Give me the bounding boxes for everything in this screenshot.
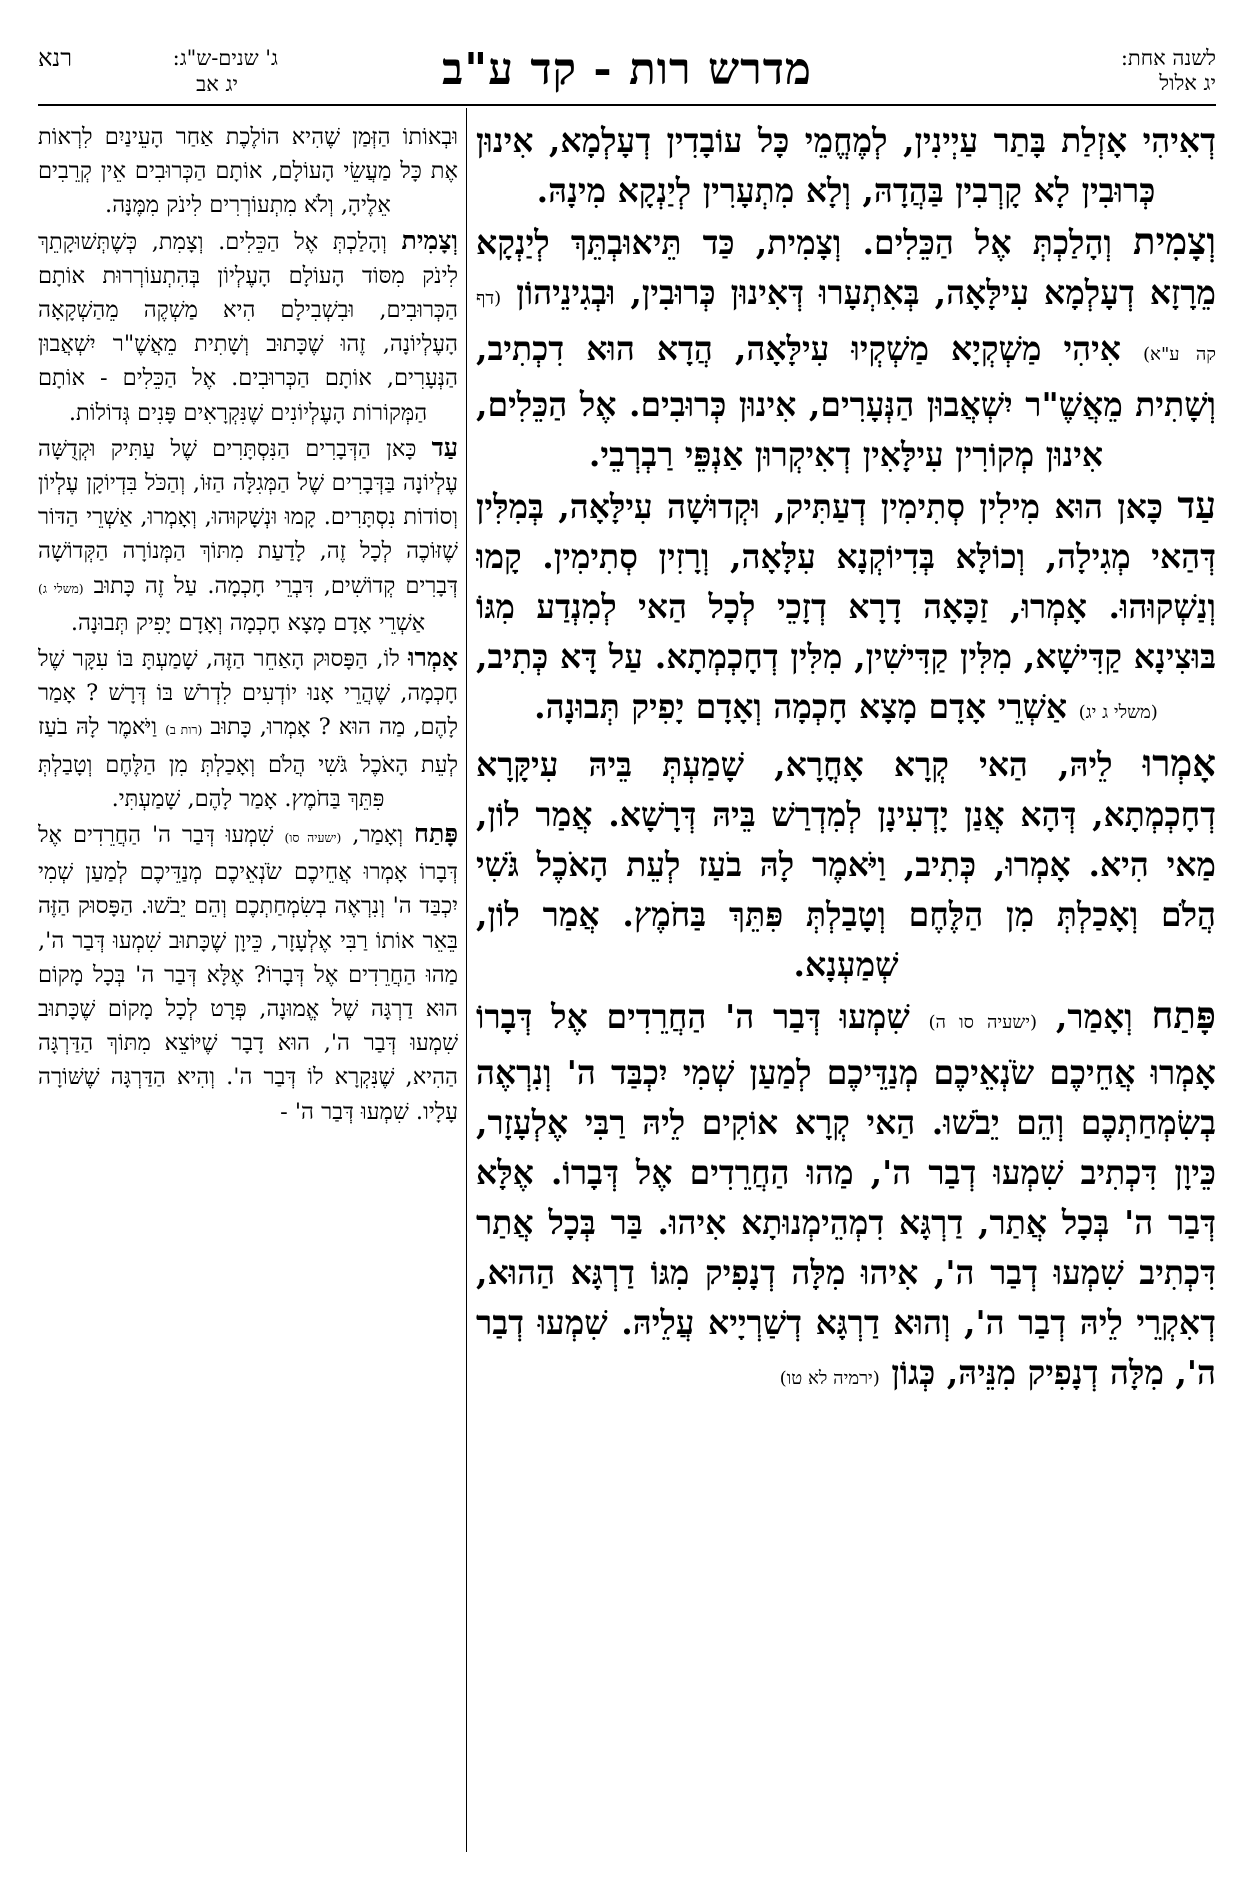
side-paragraph: [38, 430, 458, 640]
paragraph-text: וְהָלַכְתְּ אֶל הַכֵּלִים. וְצָמִית, כַּד תֵּיאוּבְתֵּךְ לְיַנְקָא מֵרָזָא דְעָלְמָא עִילָּאָה, בְּאִתְעָרוּ דְּאִינוּן כְּרוּבִין, וּבְגִינֵיהוֹן: [476, 223, 1216, 312]
three-year-cycle-label: ג' שנים-ש"ג:: [172, 46, 278, 70]
paragraph-lead-word: פָּתַח: [414, 818, 458, 849]
paragraph-text: וּבְאוֹתוֹ הַזְּמַן שֶׁהִיא הוֹלֶכֶת אַחַר הָעֵינַיִם לִרְאוֹת אֶת כָּל מַעֲשֵׂי הָעוֹלָם, אוֹתָם הַכְּרוּבִים אֵין קְרֵבִים אֵלֶיהָ, וְלֹא מִתְעוֹרְרִים לִינֹק מִמֶּנָּה.: [38, 124, 458, 219]
main-paragraph: [476, 480, 1216, 738]
source-reference: (ישעיה סו): [284, 831, 342, 846]
side-paragraph: [38, 223, 458, 430]
three-year-cycle-date: יג אב: [196, 72, 238, 96]
paragraph-text: אִיהִי מַשְׁקְיָא מַשְׁקְיוּ עִילָּאָה, הֲדָא הוּא דִכְתִיב, וְשָׁתִית מֵאֲשֶׁ"ר יִשְׁאֲבוּן הַנְּעָרִים, אִינוּן כְּרוּבִים. אֶל הַכֵּלִים, אִינוּן מְקוֹרִין עִילָּאִין דְאִיקְרוּן אַנְפֵּי רַבְרְבֵי.: [476, 329, 1216, 474]
paragraph-text: וַיֹּאמֶר לָהּ בֹעַז לְעֵת הָאֹכֶל גֹּשִׁי הֲלֹם וְאָכַלְתְּ מִן הַלֶּחֶם וְטָבַלְתְּ פִּתֵּךְ בַּחֹמֶץ. אָמַר לָהֶם, שָׁמַעְתִּי.: [38, 714, 458, 812]
one-year-cycle-label: לשנה אחת:: [1120, 46, 1216, 70]
paragraph-text: וְאָמַר,: [1037, 997, 1152, 1036]
paragraph-text: לֵיהּ, הַאי קְרָא אָחֳרָא, שָׁמַעְתְּ בֵּיהּ עִיקָּרָא דְחָכְמְתָא, דְּהָא אֲנַן יָדְעִינָן לְמִדְרַשׁ בֵּיהּ דְּרָשָׁא. אֲמַר לוֹן, מַאי הִיא. אָמְרוּ, כְּתִיב, וַיֹּאמֶר לָהּ בֹעַז לְעֵת הָאֹכֶל גֹּשִׁי הֲלֹם וְאָכַלְתְּ מִן הַלֶּחֶם וְטָבַלְתְּ פִּתֵּךְ בַּחֹמֶץ. אֲמַר לוֹן, שְׁמַעְנָא.: [476, 745, 1216, 984]
paragraph-lead-word: וְצָמִית: [401, 224, 458, 255]
column-separator: [466, 108, 467, 1852]
aramaic-text-column: [476, 114, 1216, 1854]
source-reference: (משלי ג): [38, 581, 84, 596]
main-paragraph: [476, 216, 1216, 480]
paragraph-text: דְאִיהִי אָזְלַת בָּתַר עַיְינִין, לְמֶחֱמֵי כָּל עוֹבָדִין דְעָלְמָא, אִינוּן כְּרוּבִין לָא קָרְבִין בַּהֲדָהּ, וְלָא מִתְעָרִין לְיַנְקָא מִינָהּ.: [476, 121, 1216, 210]
paragraph-text: אַשְׁרֵי אָדָם מָצָא חָכְמָה וְאָדָם יָפִיק תְּבוּנָה.: [534, 687, 1079, 726]
header-rule: [38, 104, 1216, 106]
source-reference: (דף קה ע"א): [476, 288, 1216, 365]
source-reference: (ירמיה לא טו): [779, 1368, 880, 1389]
side-paragraph: [38, 640, 458, 816]
one-year-cycle-date: יג אלול: [1159, 71, 1216, 95]
paragraph-text: אַשְׁרֵי אָדָם מָצָא חָכְמָה וְאָדָם יָפִיק תְּבוּנָה.: [70, 609, 426, 636]
paragraph-lead-word: עַד: [431, 431, 458, 462]
source-reference: (משלי ג יג): [1078, 702, 1158, 723]
page-header: [38, 42, 1216, 104]
main-paragraph: [476, 990, 1216, 1404]
paragraph-text: שִׁמְעוּ דְּבַר ה' הַחֲרֵדִים אֶל דְּבָרוֹ אָמְרוּ אֲחֵיכֶם שֹׂנְאֵיכֶם מְנַדֵּיכֶם לְמַעַן שְׁמִי יִכְבַּד ה' וְנִרְאֶה בְשִׂמְחַתְכֶם וְהֵם יֵבֹשׁוּ. הַאי קְרָא אוֹקִים לֵיהּ רַבִּי אֶלְעָזָר, כֵּיוָן דִּכְתִיב שִׁמְעוּ דְבַר ה', מַהוּ הַחֲרֵדִים אֶל דְּבָרוֹ. אֶלָּא דְּבַר ה' בְּכָל אֲתַר, דַרְגָּא דִמְהֵימְנוּתָא אִיהוּ. בַּר בְּכָל אֲתַר דִּכְתִיב שִׁמְעוּ דְבַר ה', אִיהוּ מִלָּה דְנָפִיק מִגּוֹ דַרְגָּא הַהוּא, דְאִקְרֵי לֵיהּ דְבַר ה', וְהוּא דַרְגָּא דְשַׁרְיָיא עֲלֵיהּ. שִׁמְעוּ דְבַר ה', מִלָּה דְנָפִיק מִנֵּיהּ, כְּגוֹן: [476, 997, 1216, 1392]
paragraph-text: לוֹ, הַפָּסוּק הָאַחֵר הַזֶּה, שָׁמַעְתָּ בּוֹ עִקָּר שֶׁל חָכְמָה, שֶׁהֲרֵי אָנוּ יוֹדְעִים לִדְרֹשׁ בּוֹ דְּרָשׁ ? אָמַר לָהֶם, מַה הוּא ? אָמְרוּ, כָּתוּב: [38, 646, 458, 741]
paragraph-lead-word: אָמְרוּ: [408, 642, 458, 673]
paragraph-text: כָּאן הַדְּבָרִים הַנִּסְתָּרִים שֶׁל עַתִּיק וּקְדֻשָּׁה עֶלְיוֹנָה בַּדְּבָרִים שֶׁל הַמְּגִלָּה הַזּוֹ, וְהַכֹּל בִּדְיוֹקָן עֶלְיוֹן וְסוֹדוֹת נִסְתָּרִים. קָמוּ וּנְשָׁקוּהוּ, וְאָמְרוּ, אַשְׁרֵי הַדּוֹר שֶׁזּוֹכֶה לְכָל זֶה, לָדַעַת מִתּוֹךְ הַמְּנוֹרָה הַקְּדוֹשָׁה דְּבָרִים קְדוֹשִׁים, דִּבְרֵי חָכְמָה. עַל זֶה כָּתוּב: [38, 435, 458, 599]
source-reference: (רות ב): [165, 723, 203, 738]
paragraph-lead-word: פָּתַח: [1151, 993, 1216, 1037]
paragraph-text: וְהָלַכְתְּ אֶל הַכֵּלִים. וְצָמִת, כְּשֶׁתְּשׁוּקָתֵךְ לִינֹק מִסּוֹד הָעוֹלָם הָעֶלְיוֹן בְּהִתְעוֹרְרוּת אוֹתָם הַכְּרוּבִים, וּבִשְׁבִילָם הִיא מַשְׁקֶה מֵהַשְׁקָאָה הָעֶלְיוֹנָה, זֶהוּ שֶׁכָּתוּב וְשָׁתִית מֵאֲשֶׁ"ר יִשְׁאֲבוּן הַנְּעָרִים, אוֹתָם הַכְּרוּבִים. אֶל הַכֵּלִים - אוֹתָם הַמְּקוֹרוֹת הָעֶלְיוֹנִים שֶׁנִּקְרָאִים פָּנִים גְּדוֹלוֹת.: [38, 228, 458, 426]
side-paragraph: [38, 118, 458, 223]
page-number: רנא: [38, 44, 72, 72]
paragraph-text: כָּאן הוּא מִילִין סְתִימִין דְעַתִּיק, וּקְדוּשָׁה עִילָּאָה, בְּמִלִּין דְּהַאי מְגִילָה, וְכוֹלָּא בְּדִיוֹקְנָא עִלָּאָה, וְרָזִין סְתִימִין. קָמוּ וְנַשְׁקוּהוּ. אָמְרוּ, זַכָּאָה דָרָא דְזָכֵי לְכָל הַאי לְמִנְדַע מִגּוֹ בּוּצִינָא קַדִּישָׁא, מִלִּין קַדִּישִׁין, מִלִּין דְחָכְמְתָא. עַל דָּא כְּתִיב,: [476, 487, 1216, 676]
page-title: מדרש רות - קד ע"ב: [442, 44, 812, 95]
paragraph-lead-word: וְצָמִית: [1133, 219, 1216, 263]
hebrew-translation-column: [38, 118, 458, 1858]
main-paragraph: [476, 738, 1216, 990]
paragraph-text: שִׁמְעוּ דְּבַר ה' הַחֲרֵדִים אֶל דְּבָרוֹ אָמְרוּ אֲחֵיכֶם שֹׂנְאֵיכֶם מְנַדֵּיכֶם לְמַעַן שְׁמִי יִכְבַּד ה' וְנִרְאֶה בְשִׂמְחַתְכֶם וְהֵם יֵבֹשׁוּ. הַפָּסוּק הַזֶּה בֵּאֵר אוֹתוֹ רַבִּי אֶלְעָזָר, כֵּיוָן שֶׁכָּתוּב שִׁמְעוּ דְּבַר ה', מַהוּ הַחֲרֵדִים אֶל דְּבָרוֹ? אֶלָּא דְּבַר ה' בְּכָל מָקוֹם הוּא דַרְגָּה שֶׁל אֱמוּנָה, פְּרָט לְכָל מָקוֹם שֶׁכָּתוּב שִׁמְעוּ דְּבַר ה', הוּא דָבָר שֶׁיּוֹצֵא מִתּוֹךְ הַדַּרְגָּה הַהִיא, שֶׁנִּקְרָא לוֹ דְּבַר ה'. וְהִיא הַדַּרְגָּה שֶׁשּׁוֹרָה עָלָיו. שִׁמְעוּ דְּבַר ה' -: [38, 822, 458, 1125]
side-paragraph: [38, 816, 458, 1129]
main-paragraph: [476, 114, 1216, 216]
paragraph-lead-word: אָמְרוּ: [1142, 741, 1216, 785]
paragraph-text: וְאָמַר,: [341, 822, 415, 849]
paragraph-lead-word: עַד: [1177, 483, 1216, 527]
source-reference: (ישעיה סו ה): [928, 1012, 1038, 1033]
